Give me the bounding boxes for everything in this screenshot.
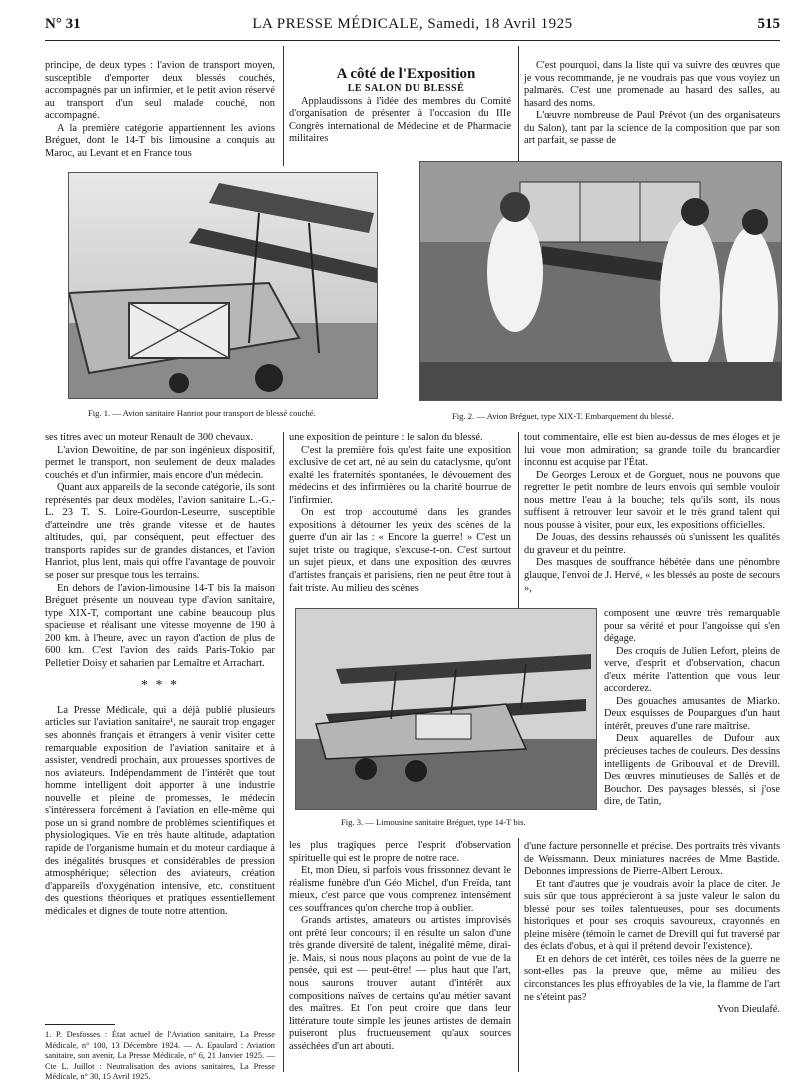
paragraph: d'une facture personnelle et précise. Des portraits très vivants de Weissmann. Deux miniatures nacrées de Mme Bastide. Debonnes impressions de Pierre-Albert Leroux. <box>524 841 780 878</box>
paragraph: En dehors de l'avion-limousine 14-T bis la maison Bréguet présente un nouveau type d'avion sanitaire, type XIX-T, comportant une cabine beaucoup plus spacieuse et réalisant une vitesse moyenne de 190 à 200 km. à l'heure, avec un rayon d'action de plus de 600 km. C'est l'avion des raids Paris-Tokio par Pelletier Doisy et saharien par Lemaître et Arrachart. <box>45 582 275 669</box>
column-2-bottom-a <box>289 432 511 595</box>
paragraph: Deux aquarelles de Dufour aux précieuses taches de couleurs. Des dessins intelligents de Gribouval et de Drevill. Des œuvres minutieuses de Sallès et de Bouchor. Des paysages blessés, si j'ose dire, de Tatin, <box>604 733 781 808</box>
paragraph: une exposition de peinture : le salon du blessé. <box>289 432 483 443</box>
issue-number: N° 31 <box>45 16 81 32</box>
column-divider <box>518 432 519 608</box>
paragraph: Et en dehors de cet intérêt, ces toiles nées de la guerre ne sont-elles pas la preuve que, même au milieu des circonstances les plus effroyables de la vie, la flamme de l'art ne s'éteint pas? <box>524 953 780 1003</box>
paragraph: Et, mon Dieu, si parfois vous frissonnez devant le réalisme funèbre d'un Géo Michel, d'un Freïda, tant mieux, c'est parce que vous comprenez intensément ces souffrances qu'on cherche trop à oublier. <box>289 865 511 914</box>
paragraph: Des masques de souffrance hébétée dans une pénombre glauque, l'envoi de J. Hervé, « les blessés au poste de secours », <box>524 557 780 594</box>
paragraph: C'est pourquoi, dans la liste qui va suivre des œuvres que je vous recommande, je ne voudrais pas que vous voyiez un palmarès. C'est une promenade au hasard des salles, au hasard des noms. <box>524 60 780 109</box>
paragraph: L'œuvre nombreuse de Paul Prévot (un des organisateurs du Salon), tant par la science de la composition que par son art parfait, se passe de <box>524 110 780 147</box>
paragraph: L'avion Dewoitine, de par son ingénieux dispositif, permet le transport, non seulement de deux malades couchés et d'un infirmier, mais encore d'un médecin. <box>45 444 275 481</box>
column-3-bottom-b <box>524 841 780 1017</box>
figure-3-caption: Fig. 3. — Limousine sanitaire Bréguet, type 14-T bis. <box>341 817 526 827</box>
paragraph: les plus tragiques perce l'esprit d'observation spirituelle qui est le propre de notre race. <box>289 840 511 864</box>
column-1-bottom <box>45 432 275 918</box>
footnote-rule <box>45 1024 115 1025</box>
paragraph: De Georges Leroux et de Gorguet, nous ne pouvons que regretter le petit nombre de leurs envois qui semble vouloir nous mettre l'eau à la bouche; tels qu'ils sont, ils nous suffisent à retrouver leur savoir et le très grand talent qui nous pousse à visiter, pour eux, les expositions officielles. <box>524 469 780 531</box>
column-3-bottom-a <box>524 432 780 595</box>
page-header <box>45 14 780 38</box>
paragraph: A la première catégorie appartiennent les avions Bréguet, dont le 14-T bis limousine a conquis au Maroc, au Levant et en France tous <box>45 122 275 159</box>
journal-title: LA PRESSE MÉDICALE, Samedi, 18 Avril 1925 <box>252 16 573 32</box>
paragraph: La Presse Médicale, qui a déjà publié plusieurs articles sur l'aviation sanitaire¹, ne saurait trop engager ses abonnés français et étrangers à venir visiter cette remarquable exposition de l'aviation sanitaire et à assister, vendredi prochain, aux prouesses sportives de nos aviateurs. Indépendamment de l'intérêt que tout homme intelligent doit apporter à une industrie nouvelle et pleine de promesses, le médecin s'intéressera forcément à l'aviation en elle-même qui pose un si grand nombre de problèmes scientifiques et physiologiques. Vie en très haute altitude, adaptation rapide de l'organisme humain et du moteur cardiaque à des inégalités brusques et considérables de pression atmosphérique; sélection des aviateurs, création d'appareils d'oxygénation intensive, etc. constituent des questions théoriques et pratiques essentiellement médicales et dignes de toute notre attention. <box>45 704 275 917</box>
figure-1-caption: Fig. 1. — Avion sanitaire Hanriot pour transport de blessé couché. <box>88 408 316 418</box>
paragraph: Des croquis de Julien Lefort, pleins de verve, d'esprit et d'observation, chacun d'eux mérite l'attention que vous leur accorderez. <box>604 645 780 695</box>
column-divider <box>518 46 519 166</box>
article-intro: Applaudissons à l'idée des membres du Comité d'organisation de présenter à l'occasion du IIIe Congrès international de Médecine et de Pharmacie militaires <box>289 95 511 145</box>
column-2-bottom-b <box>289 840 511 1053</box>
article-title: A côté de l'Exposition <box>336 66 476 82</box>
paragraph: Et tant d'autres que je voudrais avoir la place de citer. Je suis sûr que tous apprécieront à sa juste valeur le salon du blessé pour ses toiles talentueuses, pour ses documents historiques et pour ses croquis savoureux, crayonnés en pleine misère (témoin le carnet de Drevill qui fut traversé par des éclats d'obus, et à qui il prétend devoir l'existence). <box>524 878 780 953</box>
paragraph: Quant aux appareils de la seconde catégorie, ils sont représentés par deux modèles, l'avion sanitaire L.-G.-L. 23 T. S. Loire-Gourdon-Leseurre, susceptible d'atteindre une très grande vitesse et de hautes altitudes, qui, par conséquent, peut effectuer des transports rapides sur de grandes distances, et l'avion Hanriot, plus lent, mais qui offre l'avantage de pouvoir se poser sur presque tous les terrains. <box>45 482 275 582</box>
figure-2-photo <box>419 161 782 401</box>
paragraph: C'est la première fois qu'est faite une exposition exclusive de cet art, né au sein du cataclysme, qu'ont exalté les fraternités spontanées, le dévouement des médecins et des infirmières ou la charité bourrue de l'infirmier. <box>289 444 511 506</box>
paragraph: principe, de deux types : l'avion de transport moyen, susceptible d'emporter deux blessés couchés, accompagnés par un infirmier, et le petit avion réservé au transport d'un seul malade couché, non accompagné. <box>45 60 275 122</box>
article-head <box>289 65 511 146</box>
header-rule <box>45 40 780 41</box>
paragraph: Grands artistes, amateurs ou artistes improvisés ont prêté leur concours; il en résulte un salon d'une très grande diversité de talent, inégalité même, dirai-je. Mais, si nous nous plaçons au point de vue de la pensée, qui est — peut-être! — plus haut que l'art, nous saurons trouver autant d'intérêt aux compositions naïves de certains qu'au métier savant des maîtres. Et l'on peut croire que dans leur littérature toute simple les jeunes artistes de demain puiseront plus fructueusement qu'aux sources asséchées d'un art abouti. <box>289 915 511 1052</box>
page-number: 515 <box>757 16 780 32</box>
author-signature: Yvon Dieulafé. <box>716 1004 780 1016</box>
paragraph: ses titres avec un moteur Renault de 300 chevaux. <box>45 432 254 443</box>
figure-3-photo <box>295 608 597 810</box>
column-divider <box>518 838 519 1072</box>
paragraph: Des gouaches amusantes de Miarko. Deux esquisses de Poupargues d'un haut intérêt, preuves d'une rare maîtrise. <box>604 695 780 732</box>
article-subtitle: LE SALON DU BLESSÉ <box>347 83 465 94</box>
column-1-top <box>45 60 275 160</box>
paragraph: tout commentaire, elle est bien au-dessus de mes éloges et je lui voue mon admiration; sa grande toile du brancardier inconnu est acquise par l'État. <box>524 432 780 469</box>
column-3-top <box>524 60 780 148</box>
section-separator: * * * <box>141 678 179 694</box>
figure-2-caption: Fig. 2. — Avion Bréguet, type XIX-T. Embarquement du blessé. <box>452 411 674 421</box>
paragraph: composent une œuvre très remarquable pour sa vérité et pour l'angoisse qui s'en dégage. <box>604 608 780 645</box>
paragraph: On est trop accoutumé dans les grandes expositions à détourner les yeux des scènes de la guerre d'un air las : « Encore la guerre! » C'est un sujet triste ou tragique, s'excuse-t-on. C'est surtout un sujet pieux, et dans une exposition des œuvres d'artistes français et parisiens, rien ne peut être tout à fait triste. Au milieu des scènes <box>289 507 511 594</box>
column-3-narrow <box>604 608 780 809</box>
footnote: 1. P. Desfosses : État actuel de l'Aviation sanitaire, La Presse Médicale, n° 100, 13 Décembre 1924. — A. Epaulard : Aviation sanitaire, son avenir, La Presse Médicale, n° 6, 21 Janvier 1925. — Cte L. Juillot : Neutralisation des avions sanitaires, La Presse Médicale, n° 30, 15 Avril 1925. <box>45 1030 275 1082</box>
column-divider <box>283 432 284 1072</box>
column-divider <box>283 46 284 166</box>
figure-1-photo <box>68 172 378 399</box>
paragraph: De Jouas, des dessins rehaussés où s'unissent les qualités du graveur et du peintre. <box>524 532 780 556</box>
